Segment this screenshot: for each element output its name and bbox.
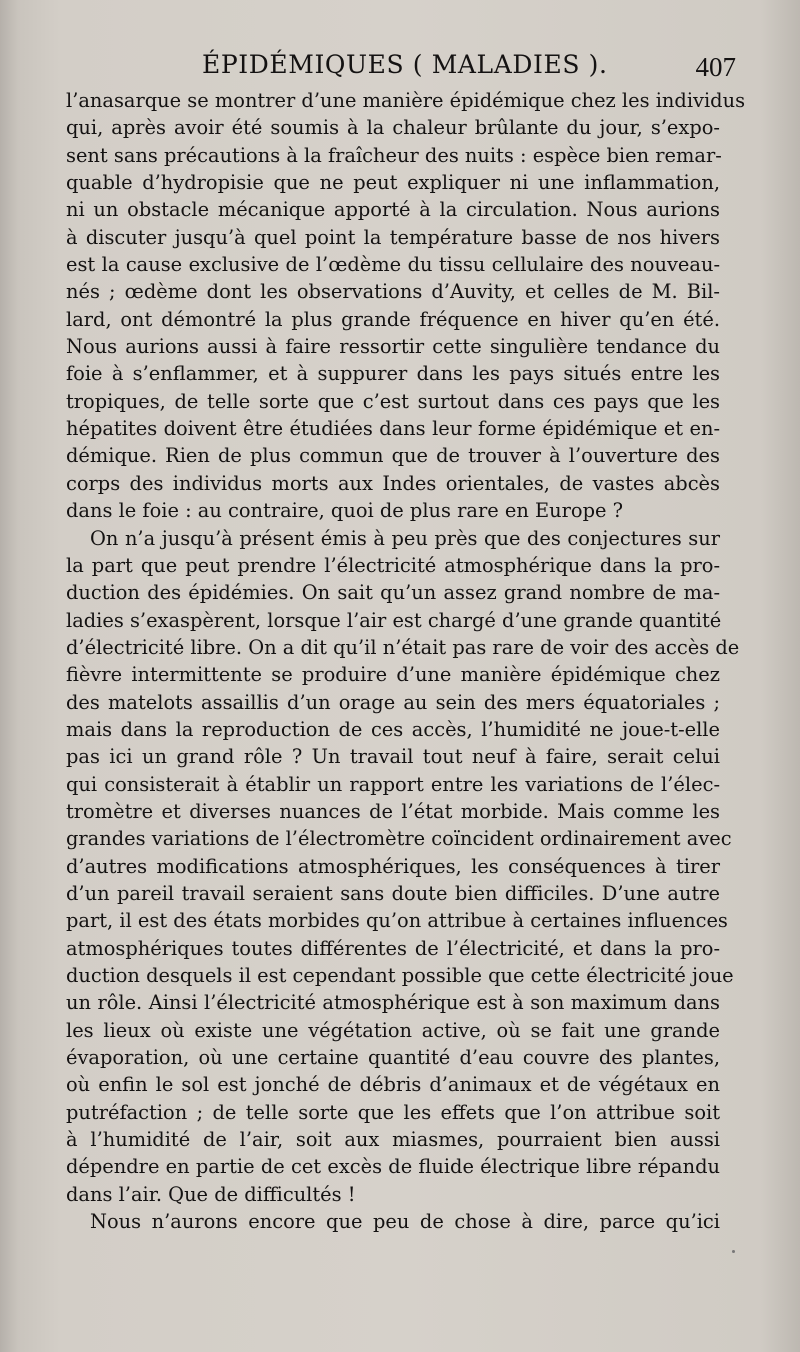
text-line: duction des épidémies. On sait qu’un assez grand nombre de ma- [66,581,720,605]
text-line: duction desquels il est cependant possible que cette électricité joue [66,964,734,987]
text-line: Nous n’aurons encore que peu de chose à dire, parce qu’ici [90,1210,720,1234]
paper-speck [732,1250,735,1253]
text-line: démique. Rien de plus commun que de trouver à l’ouverture des [66,444,720,468]
text-line: dans l’air. Que de difficultés ! [66,1182,356,1206]
text-line: d’un pareil travail seraient sans doute bien difficiles. D’une autre [66,881,720,905]
text-line: mais dans la reproduction de ces accès, l’humidité ne joue-t-elle [66,717,720,741]
text-line: à discuter jusqu’à quel point la température basse de nos hivers [66,225,720,249]
text-line: fièvre intermittente se produire d’une manière épidémique chez [66,663,720,687]
text-line: quable d’hydropisie que ne peut expliquer ni une inflammation, [66,171,720,195]
text-line: ni un obstacle mécanique apporté à la circulation. Nous aurions [66,198,720,222]
text-line: putréfaction ; de telle sorte que les effets que l’on attribue soit [66,1100,720,1124]
text-line: Nous aurions aussi à faire ressortir cette singulière tendance du [66,335,720,359]
text-line: corps des individus morts aux Indes orientales, de vastes abcès [66,471,720,495]
text-line: qui, après avoir été soumis à la chaleur brûlante du jour, s’expo- [66,116,720,140]
text-line: est la cause exclusive de l’œdème du tissu cellulaire des nouveau- [66,253,720,277]
text-line: l’anasarque se montrer d’une manière épidémique chez les individus [66,89,746,112]
text-line: tromètre et diverses nuances de l’état morbide. Mais comme les [66,799,720,823]
page-number: 407 [695,52,736,82]
text-line: dans le foie : au contraire, quoi de plus rare en Europe ? [66,499,624,523]
text-line: à l’humidité de l’air, soit aux miasmes, pourraient bien aussi [66,1128,720,1152]
text-line: ladies s’exaspèrent, lorsque l’air est chargé d’une grande quantité [66,608,722,632]
text-line: où enfin le sol est jonché de débris d’animaux et de végétaux en [66,1073,720,1097]
text-line: qui consisterait à établir un rapport entre les variations de l’élec- [66,772,720,796]
running-title: ÉPIDÉMIQUES ( MALADIES ). [202,50,608,79]
text-line: grandes variations de l’électromètre coïncident ordinairement avec [66,827,732,851]
text-line: part, il est des états morbides qu’on attribue à certaines influences [66,909,728,933]
text-line: un rôle. Ainsi l’électricité atmosphérique est à son maximum dans [66,991,720,1015]
text-line: sent sans précautions à la fraîcheur des nuits : espèce bien remar- [66,143,722,167]
text-line: évaporation, où une certaine quantité d’eau couvre des plantes, [66,1046,720,1070]
text-line: On n’a jusqu’à présent émis à peu près que des conjectures sur [90,526,720,550]
text-line: dépendre en partie de cet excès de fluide électrique libre répandu [66,1155,720,1179]
text-line: d’électricité libre. On a dit qu’il n’était pas rare de voir des accès de [66,635,740,659]
text-line: la part que peut prendre l’électricité atmosphérique dans la pro- [66,553,720,577]
body-text [66,87,746,1235]
text-line: d’autres modifications atmosphériques, les conséquences à tirer [66,854,720,878]
text-line: des matelots assaillis d’un orage au sein des mers équatoriales ; [66,690,720,714]
text-line: nés ; œdème dont les observations d’Auvity, et celles de M. Bil- [66,280,720,304]
text-line: tropiques, de telle sorte que c’est surtout dans ces pays que les [66,389,720,413]
running-header [60,46,750,86]
text-line: lard, ont démontré la plus grande fréquence en hiver qu’en été. [66,307,720,331]
text-line: pas ici un grand rôle ? Un travail tout neuf à faire, serait celui [66,745,720,769]
text-line: hépatites doivent être étudiées dans leur forme épidémique et en- [66,417,720,441]
text-line: atmosphériques toutes différentes de l’électricité, et dans la pro- [66,936,720,960]
text-line: foie à s’enflammer, et à suppurer dans les pays situés entre les [66,362,720,386]
text-line: les lieux où existe une végétation active, où se fait une grande [66,1018,720,1042]
